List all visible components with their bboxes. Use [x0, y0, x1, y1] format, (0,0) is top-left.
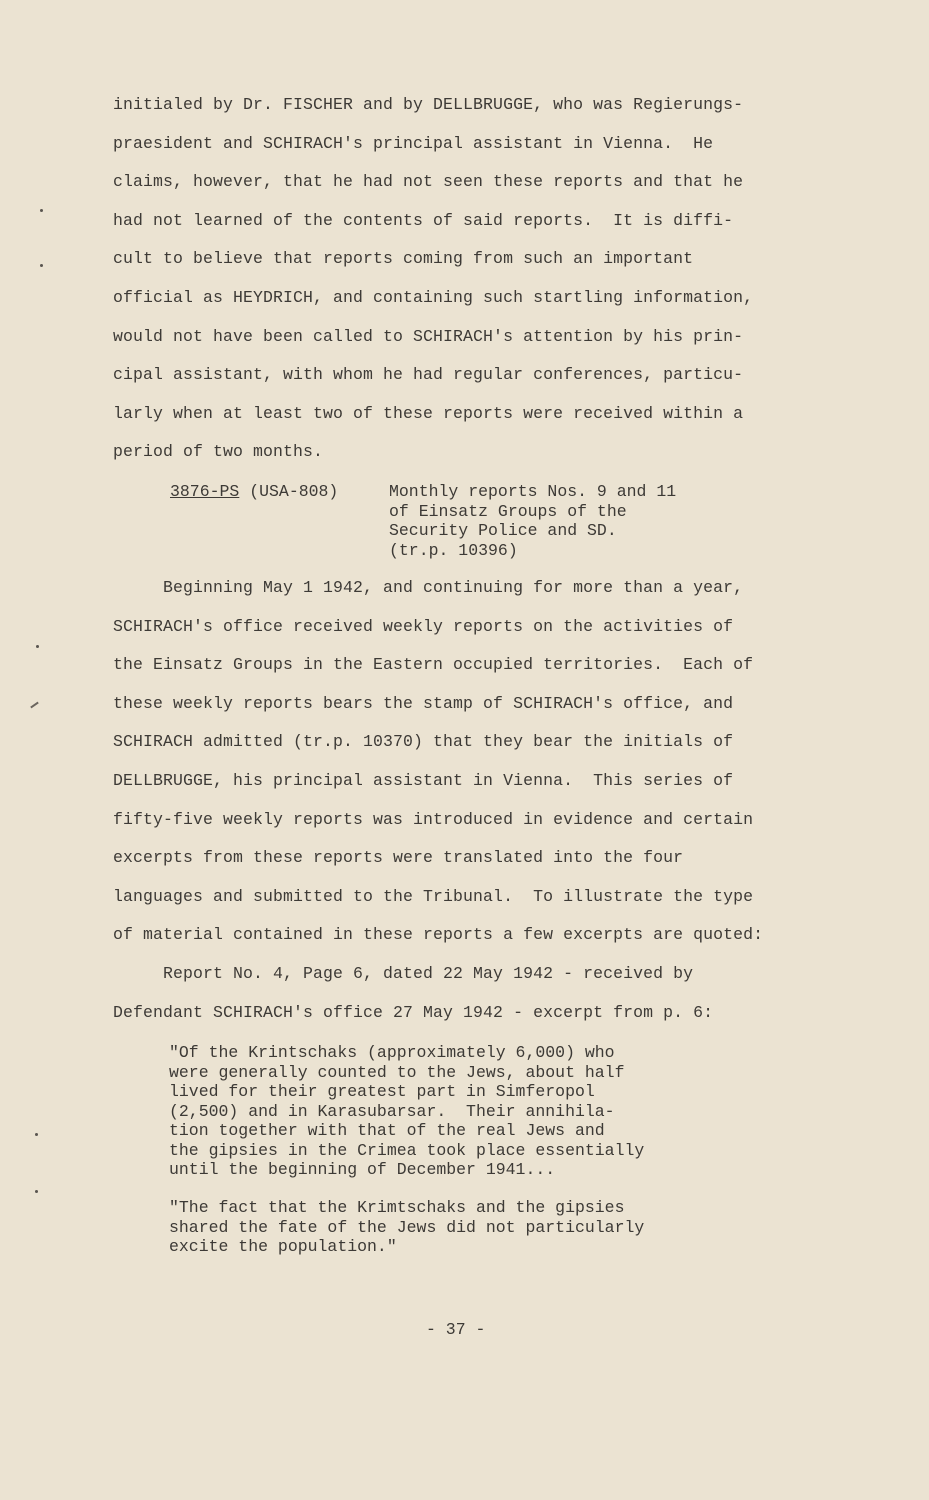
text-line: excerpts from these reports were translated into the four [113, 848, 684, 868]
text-line: languages and submitted to the Tribunal. To illustrate the type [113, 886, 754, 906]
quote-line: lived for their greatest part in Simferopol [169, 1082, 595, 1101]
text-line: of Einsatz Groups of the [389, 501, 627, 521]
block-quote-2 [169, 1198, 644, 1257]
text-line: initialed by Dr. FISCHER and by DELLBRUGGE, who was Regierungs- [113, 95, 744, 114]
page-number: - 37 - [426, 1320, 486, 1339]
text-line: these weekly reports bears the stamp of SCHIRACH's office, and [113, 693, 734, 713]
block-quote-1 [169, 1043, 644, 1180]
quote-line: "Of the Krintschaks (approximately 6,000) who [169, 1043, 615, 1062]
text-line: fifty-five weekly reports was introduced in evidence and certain [113, 809, 754, 829]
text-line: cipal assistant, with whom he had regular conferences, particu- [113, 365, 744, 385]
text-line: Monthly reports Nos. 9 and 11 [389, 482, 677, 501]
text-line: period of two months. [113, 442, 324, 462]
margin-tick-mark [30, 702, 39, 709]
text-line: SCHIRACH's office received weekly reports on the activities of [113, 616, 734, 636]
text-line: Report No. 4, Page 6, dated 22 May 1942 - received by [113, 963, 694, 983]
body-paragraph-1 [113, 86, 858, 472]
text-line: SCHIRACH admitted (tr.p. 10370) that they bear the initials of [113, 732, 734, 752]
margin-dot-mark [35, 1190, 38, 1193]
margin-dot-mark [40, 209, 43, 212]
quote-line: tion together with that of the real Jews and [169, 1121, 605, 1140]
text-line: Defendant SCHIRACH's office 27 May 1942 - excerpt from p. 6: [113, 1002, 714, 1022]
exhibit-number: (USA-808) [239, 482, 339, 501]
quote-line: were generally counted to the Jews, about half [169, 1062, 625, 1082]
quote-line: (2,500) and in Karasubarsar. Their annihila- [169, 1101, 615, 1121]
text-line: the Einsatz Groups in the Eastern occupied territories. Each of [113, 655, 754, 675]
text-line: larly when at least two of these reports were received within a [113, 403, 744, 423]
text-line: DELLBRUGGE, his principal assistant in Vienna. This series of [113, 770, 734, 790]
text-line: official as HEYDRICH, and containing such startling information, [113, 287, 754, 307]
text-line: would not have been called to SCHIRACH's attention by his prin- [113, 326, 744, 346]
margin-dot-mark [36, 645, 39, 648]
text-line: claims, however, that he had not seen these reports and that he [113, 172, 744, 192]
quote-line: until the beginning of December 1941... [169, 1160, 556, 1179]
text-line: (tr.p. 10396) [389, 540, 518, 560]
body-paragraph-2 [113, 569, 858, 1032]
citation-description [389, 482, 676, 560]
text-line: Security Police and SD. [389, 521, 617, 540]
text-line: of material contained in these reports a few excerpts are quoted: [113, 925, 764, 945]
text-line: had not learned of the contents of said reports. It is diffi- [113, 210, 734, 230]
citation-reference [170, 482, 338, 502]
text-line: Beginning May 1 1942, and continuing for more than a year, [113, 578, 744, 597]
quote-line: the gipsies in the Crimea took place essentially [169, 1140, 645, 1160]
text-line: praesident and SCHIRACH's principal assistant in Vienna. He [113, 133, 714, 153]
quote-line: "The fact that the Krimtschaks and the gipsies [169, 1198, 625, 1217]
quote-line: excite the population." [169, 1237, 397, 1256]
document-code: 3876-PS [170, 482, 240, 501]
quote-line: shared the fate of the Jews did not particularly [169, 1217, 645, 1237]
margin-dot-mark [40, 264, 43, 267]
margin-dot-mark [35, 1133, 38, 1136]
text-line: cult to believe that reports coming from such an important [113, 249, 694, 269]
